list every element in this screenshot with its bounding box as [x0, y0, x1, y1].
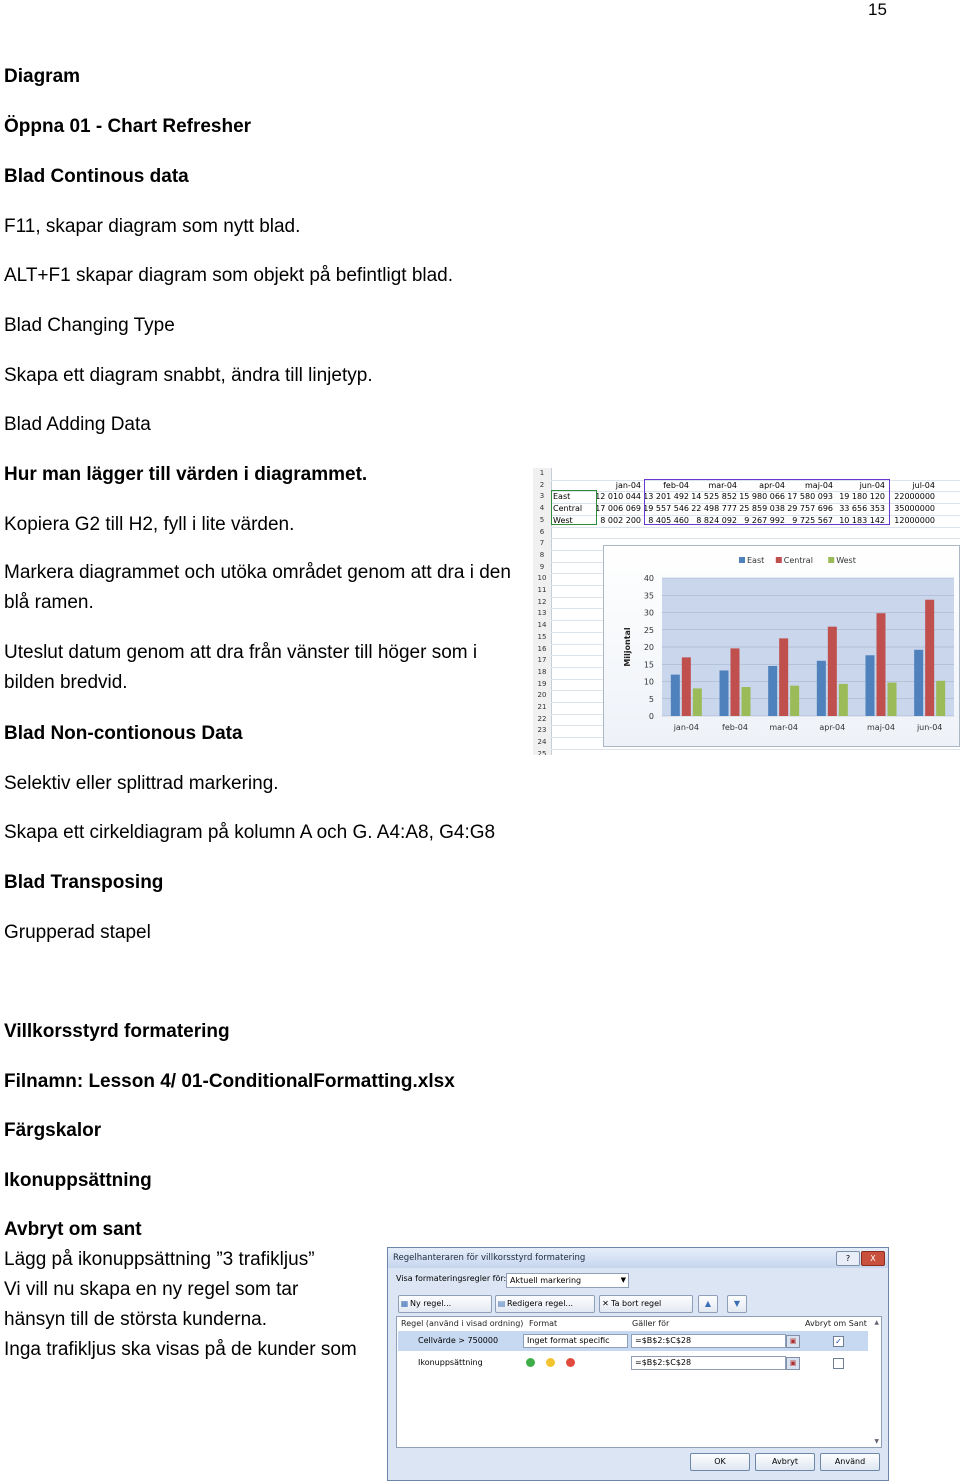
bar: [866, 655, 875, 716]
edit-rule-label: Redigera regel...: [507, 1299, 574, 1308]
row-number[interactable]: 19: [537, 679, 547, 688]
y-tick-label: 5: [648, 694, 654, 704]
col-stop-header: Avbryt om Sant: [805, 1319, 867, 1328]
show-rules-value: Aktuell markering: [510, 1276, 582, 1285]
y-tick-label: 10: [643, 677, 654, 687]
row-number[interactable]: 9: [539, 562, 545, 571]
col-format-header: Format: [529, 1319, 558, 1328]
show-rules-label: Visa formateringsregler för:: [396, 1274, 507, 1283]
line-sheet-changing-type: Blad Changing Type: [4, 315, 175, 336]
move-down-button[interactable]: [727, 1295, 747, 1313]
new-rule-icon: ▦: [400, 1299, 409, 1308]
line-alt-f1: ALT+F1 skapar diagram som objekt på befintligt blad.: [4, 265, 454, 286]
line-largest-customers: hänsyn till de största kunderna.: [4, 1309, 267, 1330]
y-tick-label: 20: [643, 643, 654, 652]
legend-swatch: [828, 557, 834, 563]
grid-line: [551, 527, 960, 528]
value-cell[interactable]: 13 201 492: [643, 492, 689, 502]
line-icon-sets: Ikonuppsättning: [4, 1170, 152, 1191]
bar: [936, 681, 945, 716]
y-tick-label: 15: [643, 660, 654, 670]
new-rule-button[interactable]: [398, 1295, 492, 1313]
row-number[interactable]: 3: [539, 492, 545, 501]
scroll-up-icon[interactable]: ▲: [874, 1319, 879, 1326]
value-cell[interactable]: 22000000: [894, 492, 935, 502]
row-number[interactable]: 23: [537, 726, 547, 735]
rule-name: Ikonuppsättning: [418, 1358, 483, 1367]
row-number[interactable]: 17: [537, 656, 547, 665]
rule-name: Cellvärde > 750000: [418, 1336, 499, 1345]
series-label-cell[interactable]: East: [553, 492, 571, 502]
row-number[interactable]: 13: [537, 609, 547, 618]
value-cell[interactable]: 17 580 093: [787, 492, 833, 502]
bar: [839, 684, 848, 716]
line-sheet-noncontinous: Blad Non-contionous Data: [4, 723, 243, 744]
value-cell[interactable]: 33 656 353: [839, 504, 885, 514]
show-rules-select[interactable]: [506, 1273, 629, 1288]
row-number[interactable]: 6: [539, 527, 545, 536]
range-picker-icon[interactable]: ▣: [786, 1335, 800, 1348]
delete-rule-label: Ta bort regel: [611, 1299, 662, 1308]
range-picker-icon[interactable]: ▣: [786, 1357, 800, 1370]
rule-row[interactable]: [398, 1331, 868, 1351]
help-button[interactable]: ?: [836, 1251, 860, 1266]
header-cell[interactable]: jan-04: [615, 480, 641, 490]
applies-to-field[interactable]: =$B$2:$C$28: [631, 1356, 786, 1370]
row-number[interactable]: 7: [539, 539, 545, 548]
bar: [828, 627, 837, 716]
bar: [742, 687, 751, 716]
bar: [877, 613, 886, 716]
header-cell[interactable]: maj-04: [805, 480, 833, 490]
value-cell[interactable]: 12 010 044: [595, 492, 641, 502]
applies-to-field[interactable]: =$B$2:$C$28: [631, 1334, 786, 1348]
value-cell[interactable]: 14 525 852: [691, 492, 737, 502]
legend-swatch: [739, 557, 745, 563]
row-number[interactable]: 12: [537, 597, 547, 606]
bar: [914, 650, 923, 716]
line-copy-g2: Kopiera G2 till H2, fyll i lite värden.: [4, 514, 295, 535]
move-up-button[interactable]: [698, 1295, 718, 1313]
chevron-down-icon: ▼: [620, 1276, 626, 1284]
rule-row[interactable]: [398, 1353, 868, 1373]
value-cell[interactable]: 19 180 120: [839, 492, 885, 502]
bar: [682, 657, 691, 716]
header-cell[interactable]: apr-04: [759, 480, 785, 490]
line-selective: Selektiv eller splittrad markering.: [4, 773, 279, 794]
line-pie-chart: Skapa ett cirkeldiagram på kolumn A och G. A4:A8, G4:G8: [4, 822, 496, 843]
row-number[interactable]: 1: [539, 469, 545, 477]
line-f11: F11, skapar diagram som nytt blad.: [4, 216, 301, 237]
row-number[interactable]: 22: [537, 714, 547, 723]
bar: [888, 683, 897, 716]
line-stop-if-true: Avbryt om sant: [4, 1219, 142, 1240]
row-number[interactable]: 14: [537, 621, 547, 630]
line-apply-traffic-lights: Lägg på ikonuppsättning ”3 trafikljus”: [4, 1249, 315, 1270]
traffic-light-green-icon: [526, 1358, 535, 1367]
value-cell[interactable]: 9 725 567: [792, 515, 833, 525]
grid-line: [551, 749, 960, 750]
traffic-light-red-icon: [566, 1358, 575, 1367]
close-button[interactable]: X: [861, 1251, 885, 1266]
heading-diagram: Diagram: [4, 66, 81, 87]
heading-conditional-formatting: Villkorsstyrd formatering: [4, 1021, 230, 1042]
line-exclude-dates: Uteslut datum genom att dra från vänster till höger som i bilden bredvid.: [4, 642, 478, 693]
y-axis-label: Miljontal: [623, 627, 632, 667]
header-cell[interactable]: mar-04: [708, 480, 737, 490]
bar: [720, 670, 729, 716]
traffic-light-yellow-icon: [546, 1358, 555, 1367]
bar: [671, 675, 680, 716]
y-tick-label: 35: [643, 591, 654, 601]
line-filename: Filnamn: Lesson 4/ 01-ConditionalFormatting.xlsx: [4, 1071, 455, 1092]
line-open-file: Öppna 01 - Chart Refresher: [4, 116, 252, 137]
row-number[interactable]: 25: [537, 749, 547, 755]
value-cell[interactable]: 29 757 696: [787, 504, 833, 514]
bar: [731, 648, 740, 716]
x-tick-label: apr-04: [819, 723, 846, 732]
legend-swatch: [776, 557, 782, 563]
page-number: 15: [868, 0, 887, 19]
grid-line: [551, 538, 960, 539]
line-color-scales: Färgskalor: [4, 1120, 102, 1141]
x-tick-label: feb-04: [722, 723, 748, 732]
bar: [790, 686, 799, 716]
arrow-down-icon: ▼: [733, 1299, 741, 1308]
value-cell[interactable]: 17 006 069: [595, 504, 641, 514]
value-cell[interactable]: 22 498 777: [691, 504, 737, 514]
y-tick-label: 25: [643, 625, 654, 635]
edit-rule-icon: ▤: [497, 1299, 506, 1308]
series-name-frame[interactable]: [551, 490, 597, 525]
stop-if-true-checkbox[interactable]: ✓: [833, 1336, 844, 1347]
line-grouped-bar: Grupperad stapel: [4, 922, 151, 943]
cancel-button[interactable]: Avbryt: [755, 1453, 815, 1471]
delete-icon: ✕: [602, 1299, 609, 1308]
ok-button[interactable]: OK: [690, 1453, 750, 1471]
value-cell[interactable]: 8 824 092: [696, 515, 737, 525]
value-cell[interactable]: 8 002 200: [600, 515, 641, 525]
row-number[interactable]: 24: [537, 738, 547, 747]
y-tick-label: 30: [643, 608, 654, 618]
line-quick-chart: Skapa ett diagram snabbt, ändra till linjetyp.: [4, 365, 373, 386]
row-number[interactable]: 4: [539, 504, 545, 513]
stop-if-true-checkbox[interactable]: [833, 1358, 844, 1369]
line-sheet-adding-data: Blad Adding Data: [4, 414, 151, 435]
row-number[interactable]: 10: [537, 574, 547, 583]
arrow-up-icon: ▲: [704, 1299, 712, 1308]
row-number[interactable]: 20: [537, 691, 547, 700]
bar: [779, 638, 788, 716]
legend-label: West: [836, 556, 856, 565]
line-sheet-continous: Blad Continous data: [4, 166, 189, 187]
excel-screenshot: [533, 468, 960, 755]
legend-label: Central: [783, 556, 813, 565]
legend-label: East: [747, 556, 765, 565]
col-applies-header: Gäller för: [632, 1319, 670, 1328]
x-tick-label: mar-04: [769, 723, 798, 732]
scroll-down-icon[interactable]: ▼: [874, 1438, 879, 1445]
value-cell[interactable]: 19 557 546: [643, 504, 689, 514]
value-cell[interactable]: 10 183 142: [839, 515, 885, 525]
y-tick-label: 40: [643, 574, 654, 583]
bar: [925, 600, 934, 716]
apply-button[interactable]: Använd: [820, 1453, 880, 1471]
line-how-add-values: Hur man lägger till värden i diagrammet.: [4, 464, 368, 485]
col-rule-header: Regel (använd i visad ordning): [401, 1319, 524, 1328]
bar: [768, 666, 777, 716]
series-label-cell[interactable]: Central: [553, 504, 583, 514]
value-cell[interactable]: 8 405 460: [648, 515, 689, 525]
row-number[interactable]: 11: [537, 586, 547, 594]
chart-svg: [604, 546, 959, 746]
line-select-chart: Markera diagrammet och utöka området genom att dra i den blå ramen.: [4, 562, 511, 613]
x-tick-label: maj-04: [867, 723, 895, 732]
conditional-formatting-dialog: [387, 1247, 889, 1481]
bar: [817, 661, 826, 716]
row-number[interactable]: 16: [537, 644, 547, 653]
row-number[interactable]: 15: [537, 632, 547, 641]
value-cell[interactable]: 35000000: [894, 504, 935, 514]
value-cell[interactable]: 12000000: [894, 515, 935, 525]
line-new-rule: Vi vill nu skapa en ny regel som tar: [4, 1279, 299, 1300]
series-label-cell[interactable]: West: [553, 515, 573, 525]
selection-range-frame[interactable]: [644, 479, 890, 525]
rules-list: [396, 1316, 882, 1448]
header-cell[interactable]: jun-04: [859, 480, 885, 490]
value-cell[interactable]: 25 859 038: [739, 504, 785, 514]
x-tick-label: jan-04: [673, 723, 699, 732]
y-tick-label: 0: [648, 712, 654, 721]
delete-rule-button[interactable]: [599, 1295, 693, 1313]
header-cell[interactable]: feb-04: [663, 480, 689, 490]
value-cell[interactable]: 9 267 992: [744, 515, 785, 525]
dialog-titlebar: [388, 1248, 888, 1268]
bar-chart[interactable]: [603, 545, 960, 747]
new-rule-label: Ny regel...: [410, 1299, 452, 1308]
bar: [693, 688, 702, 716]
row-number[interactable]: 8: [539, 550, 545, 559]
edit-rule-button[interactable]: [495, 1295, 595, 1313]
x-tick-label: jun-04: [916, 723, 943, 732]
value-cell[interactable]: 15 980 066: [739, 492, 785, 502]
row-number[interactable]: 5: [539, 515, 545, 524]
line-sheet-transposing: Blad Transposing: [4, 872, 164, 893]
row-number[interactable]: 2: [539, 480, 545, 489]
row-header: [533, 468, 552, 755]
header-cell[interactable]: jul-04: [912, 480, 935, 490]
rule-format-preview: Inget format specific: [523, 1334, 628, 1348]
row-number[interactable]: 21: [537, 703, 547, 711]
row-number[interactable]: 18: [537, 667, 547, 676]
dialog-title: Regelhanteraren för villkorsstyrd formatering: [393, 1253, 586, 1263]
line-no-traffic-lights: Inga trafikljus ska visas på de kunder som: [4, 1339, 357, 1360]
